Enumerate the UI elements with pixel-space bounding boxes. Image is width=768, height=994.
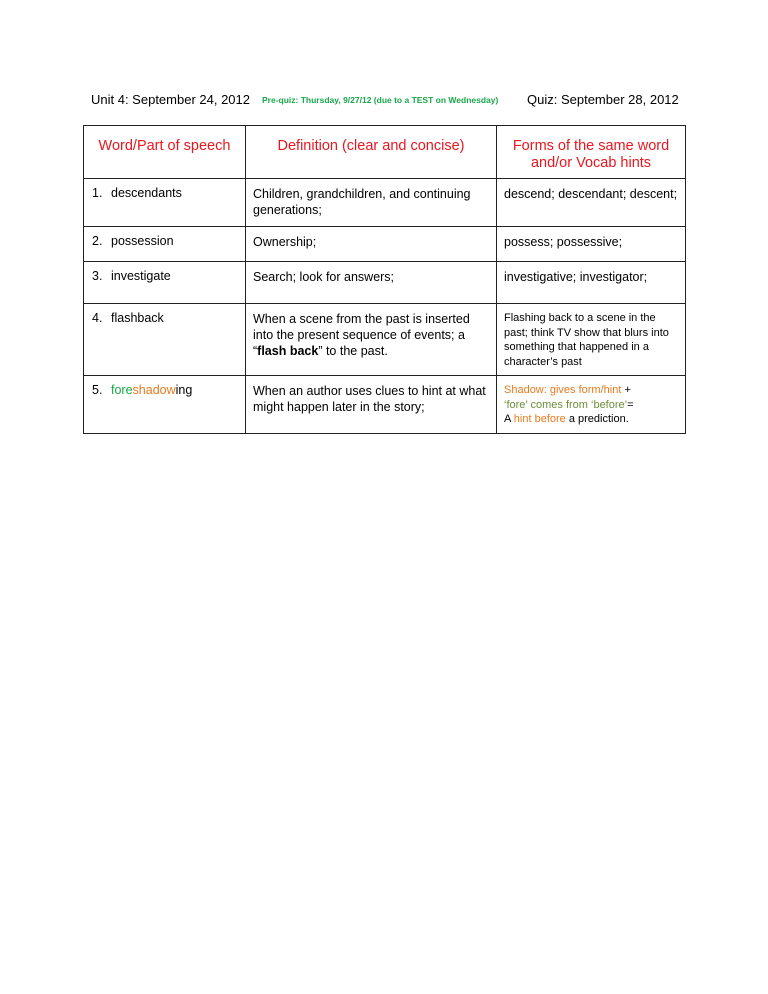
word-cell: 2. possession [84, 227, 246, 262]
table-header-row [84, 126, 686, 179]
word-cell: 4. flashback [84, 304, 246, 376]
header-definition: Definition (clear and concise) [246, 126, 497, 179]
header [0, 92, 768, 112]
forms-cell: investigative; investigator; [497, 262, 686, 304]
pre-quiz-note: Pre-quiz: Thursday, 9/27/12 (due to a TEST on Wednesday) [262, 95, 499, 105]
header-word: Word/Part of speech [84, 126, 246, 179]
unit-date: Unit 4: September 24, 2012 [91, 92, 250, 107]
word-cell: 1. descendants [84, 179, 246, 227]
forms-cell: possess; possessive; [497, 227, 686, 262]
quiz-date: Quiz: September 28, 2012 [527, 92, 679, 107]
forms-cell: descend; descendant; descent; [497, 179, 686, 227]
definition-cell: Search; look for answers; [246, 262, 497, 304]
table-row [84, 227, 686, 262]
word-cell: 5. foreshadowing [84, 376, 246, 434]
definition-cell: Children, grandchildren, and continuing generations; [246, 179, 497, 227]
forms-cell: Flashing back to a scene in the past; think TV show that blurs into something that happened in a character’s past [497, 304, 686, 376]
table-row [84, 179, 686, 227]
definition-cell: Ownership; [246, 227, 497, 262]
definition-cell: When an author uses clues to hint at what might happen later in the story; [246, 376, 497, 434]
definition-cell: When a scene from the past is inserted into the present sequence of events; a “flash back” to the past. [246, 304, 497, 376]
header-forms: Forms of the same word and/or Vocab hints [497, 126, 686, 179]
table-row [84, 262, 686, 304]
word-cell: 3. investigate [84, 262, 246, 304]
table-row [84, 304, 686, 376]
forms-cell: Shadow: gives form/hint + ‘fore’ comes from ‘before’= A hint before a prediction. [497, 376, 686, 434]
vocab-table [83, 125, 686, 434]
table-row [84, 376, 686, 434]
